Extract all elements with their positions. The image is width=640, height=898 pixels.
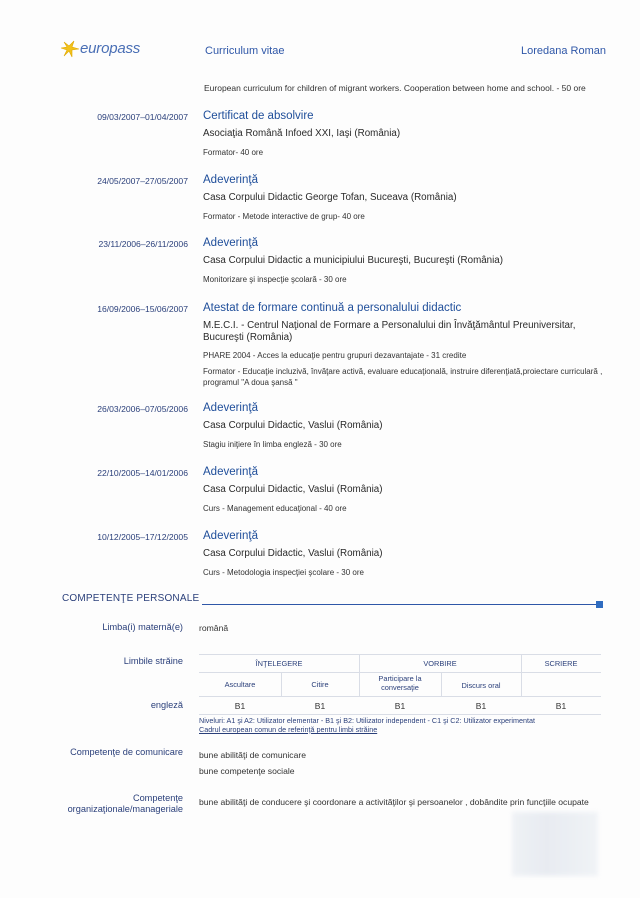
communication-label: Competenţe de comunicare: [70, 747, 183, 757]
entry-description: Stagiu iniţiere în limba engleză - 30 ore: [203, 440, 342, 449]
mother-tongue-value: română: [199, 623, 229, 633]
group-header-speaking: VORBIRE: [423, 659, 457, 668]
intro-course: European curriculum for children of migrant workers. Cooperation between home and school. - 50 ore: [204, 83, 586, 93]
levels-note: Niveluri: A1 şi A2: Utilizator elementar - B1 şi B2: Utilizator independent - C1 şi C2: Utilizator experimentat: [199, 716, 535, 725]
framework-link[interactable]: Cadrul european comun de referinţă pentru limbi străine: [199, 725, 378, 734]
entry-title: Adeverinţă: [203, 402, 258, 414]
entry-organisation: Asociaţia Română Infoed XXI, Iaşi (România): [203, 128, 401, 139]
communication-line: bune abilităţi de comunicare: [199, 750, 307, 760]
entry-description: Formator - Metode interactive de grup- 40 ore: [203, 212, 365, 221]
entry-organisation: Casa Corpului Didactic, Vaslui (România): [203, 548, 383, 559]
column-header-interaction: Participare la conversaţie: [378, 674, 422, 692]
entry-date: 09/03/2007–01/04/2007: [97, 112, 188, 122]
group-header-writing: SCRIERE: [544, 659, 578, 668]
level-reading: B1: [314, 701, 326, 711]
entry-title: Adeverinţă: [203, 237, 258, 249]
column-header-reading: Citire: [311, 680, 329, 689]
language-name: engleză: [150, 700, 183, 710]
table-line: [199, 672, 601, 673]
blurred-region: [512, 812, 598, 876]
communication-line: bune competenţe sociale: [199, 766, 295, 776]
entry-description: PHARE 2004 - Acces la educaţie pentru grupuri dezavantajate - 31 credite: [203, 351, 467, 360]
group-header-understanding: ÎNŢELEGERE: [255, 659, 303, 668]
level-interaction: B1: [394, 701, 406, 711]
entry-description: Curs - Management educaţional - 40 ore: [203, 504, 347, 513]
table-line: [521, 654, 522, 696]
table-line: [199, 696, 601, 697]
europass-star-icon: [58, 38, 82, 60]
organizational-label: Competenţe organizaţionale/manageriale: [67, 793, 183, 814]
column-header-listening: Ascultare: [224, 680, 256, 689]
section-title: COMPETENŢE PERSONALE: [62, 593, 200, 604]
table-line: [199, 714, 601, 715]
entry-date: 22/10/2005–14/01/2006: [97, 468, 188, 478]
organizational-value: bune abilităţi de conducere şi coordonare a activităţilor şi persoanelor , dobândite prin funcţiile ocupate: [199, 797, 589, 807]
entry-organisation: Casa Corpului Didactic a municipiului Bucureşti, Bucureşti (România): [203, 255, 504, 266]
table-line: [199, 654, 601, 655]
europass-logo-text: europass: [80, 40, 141, 57]
section-divider: [202, 604, 598, 605]
entry-date: 23/11/2006–26/11/2006: [98, 239, 188, 249]
foreign-languages-label: Limbile străine: [123, 656, 183, 666]
entry-date: 10/12/2005–17/12/2005: [97, 532, 188, 542]
section-marker: [596, 601, 603, 608]
entry-date: 24/05/2007–27/05/2007: [97, 176, 188, 186]
document-title: Curriculum vitae: [205, 45, 285, 57]
level-writing: B1: [555, 701, 567, 711]
entry-description: Formator - Educaţie incluzivă, învăţare activă, evaluare educaţională, instruire diferenţiată,proiectare curriculară , programul "A doua şansă ": [203, 367, 603, 387]
entry-description: Curs - Metodologia inspecţiei şcolare - 30 ore: [203, 568, 364, 577]
europass-logo: [58, 36, 148, 62]
entry-title: Certificat de absolvire: [203, 110, 314, 122]
entry-organisation: Casa Corpului Didactic George Tofan, Suceava (România): [203, 192, 457, 203]
level-listening: B1: [234, 701, 246, 711]
entry-date: 26/03/2006–07/05/2006: [97, 404, 188, 414]
entry-organisation: M.E.C.I. - Centrul Naţional de Formare a Personalului din Învăţământul Preuniversitar, Bucureşti (România): [203, 320, 576, 343]
entry-description: Monitorizare şi inspecţie şcolară - 30 ore: [203, 275, 347, 284]
entry-title: Adeverinţă: [203, 530, 258, 542]
level-production: B1: [475, 701, 487, 711]
entry-title: Adeverinţă: [203, 466, 258, 478]
candidate-name: Loredana Roman: [520, 45, 606, 57]
entry-organisation: Casa Corpului Didactic, Vaslui (România): [203, 484, 383, 495]
entry-description: Formator- 40 ore: [203, 148, 264, 157]
entry-date: 16/09/2006–15/06/2007: [97, 304, 188, 314]
mother-tongue-label: Limba(i) maternă(e): [102, 622, 183, 632]
column-header-production: Discurs oral: [461, 681, 501, 690]
table-line: [359, 654, 360, 696]
entry-title: Adeverinţă: [203, 174, 258, 186]
entry-title: Atestat de formare continuă a personalului didactic: [203, 302, 462, 314]
entry-organisation: Casa Corpului Didactic, Vaslui (România): [203, 420, 383, 431]
